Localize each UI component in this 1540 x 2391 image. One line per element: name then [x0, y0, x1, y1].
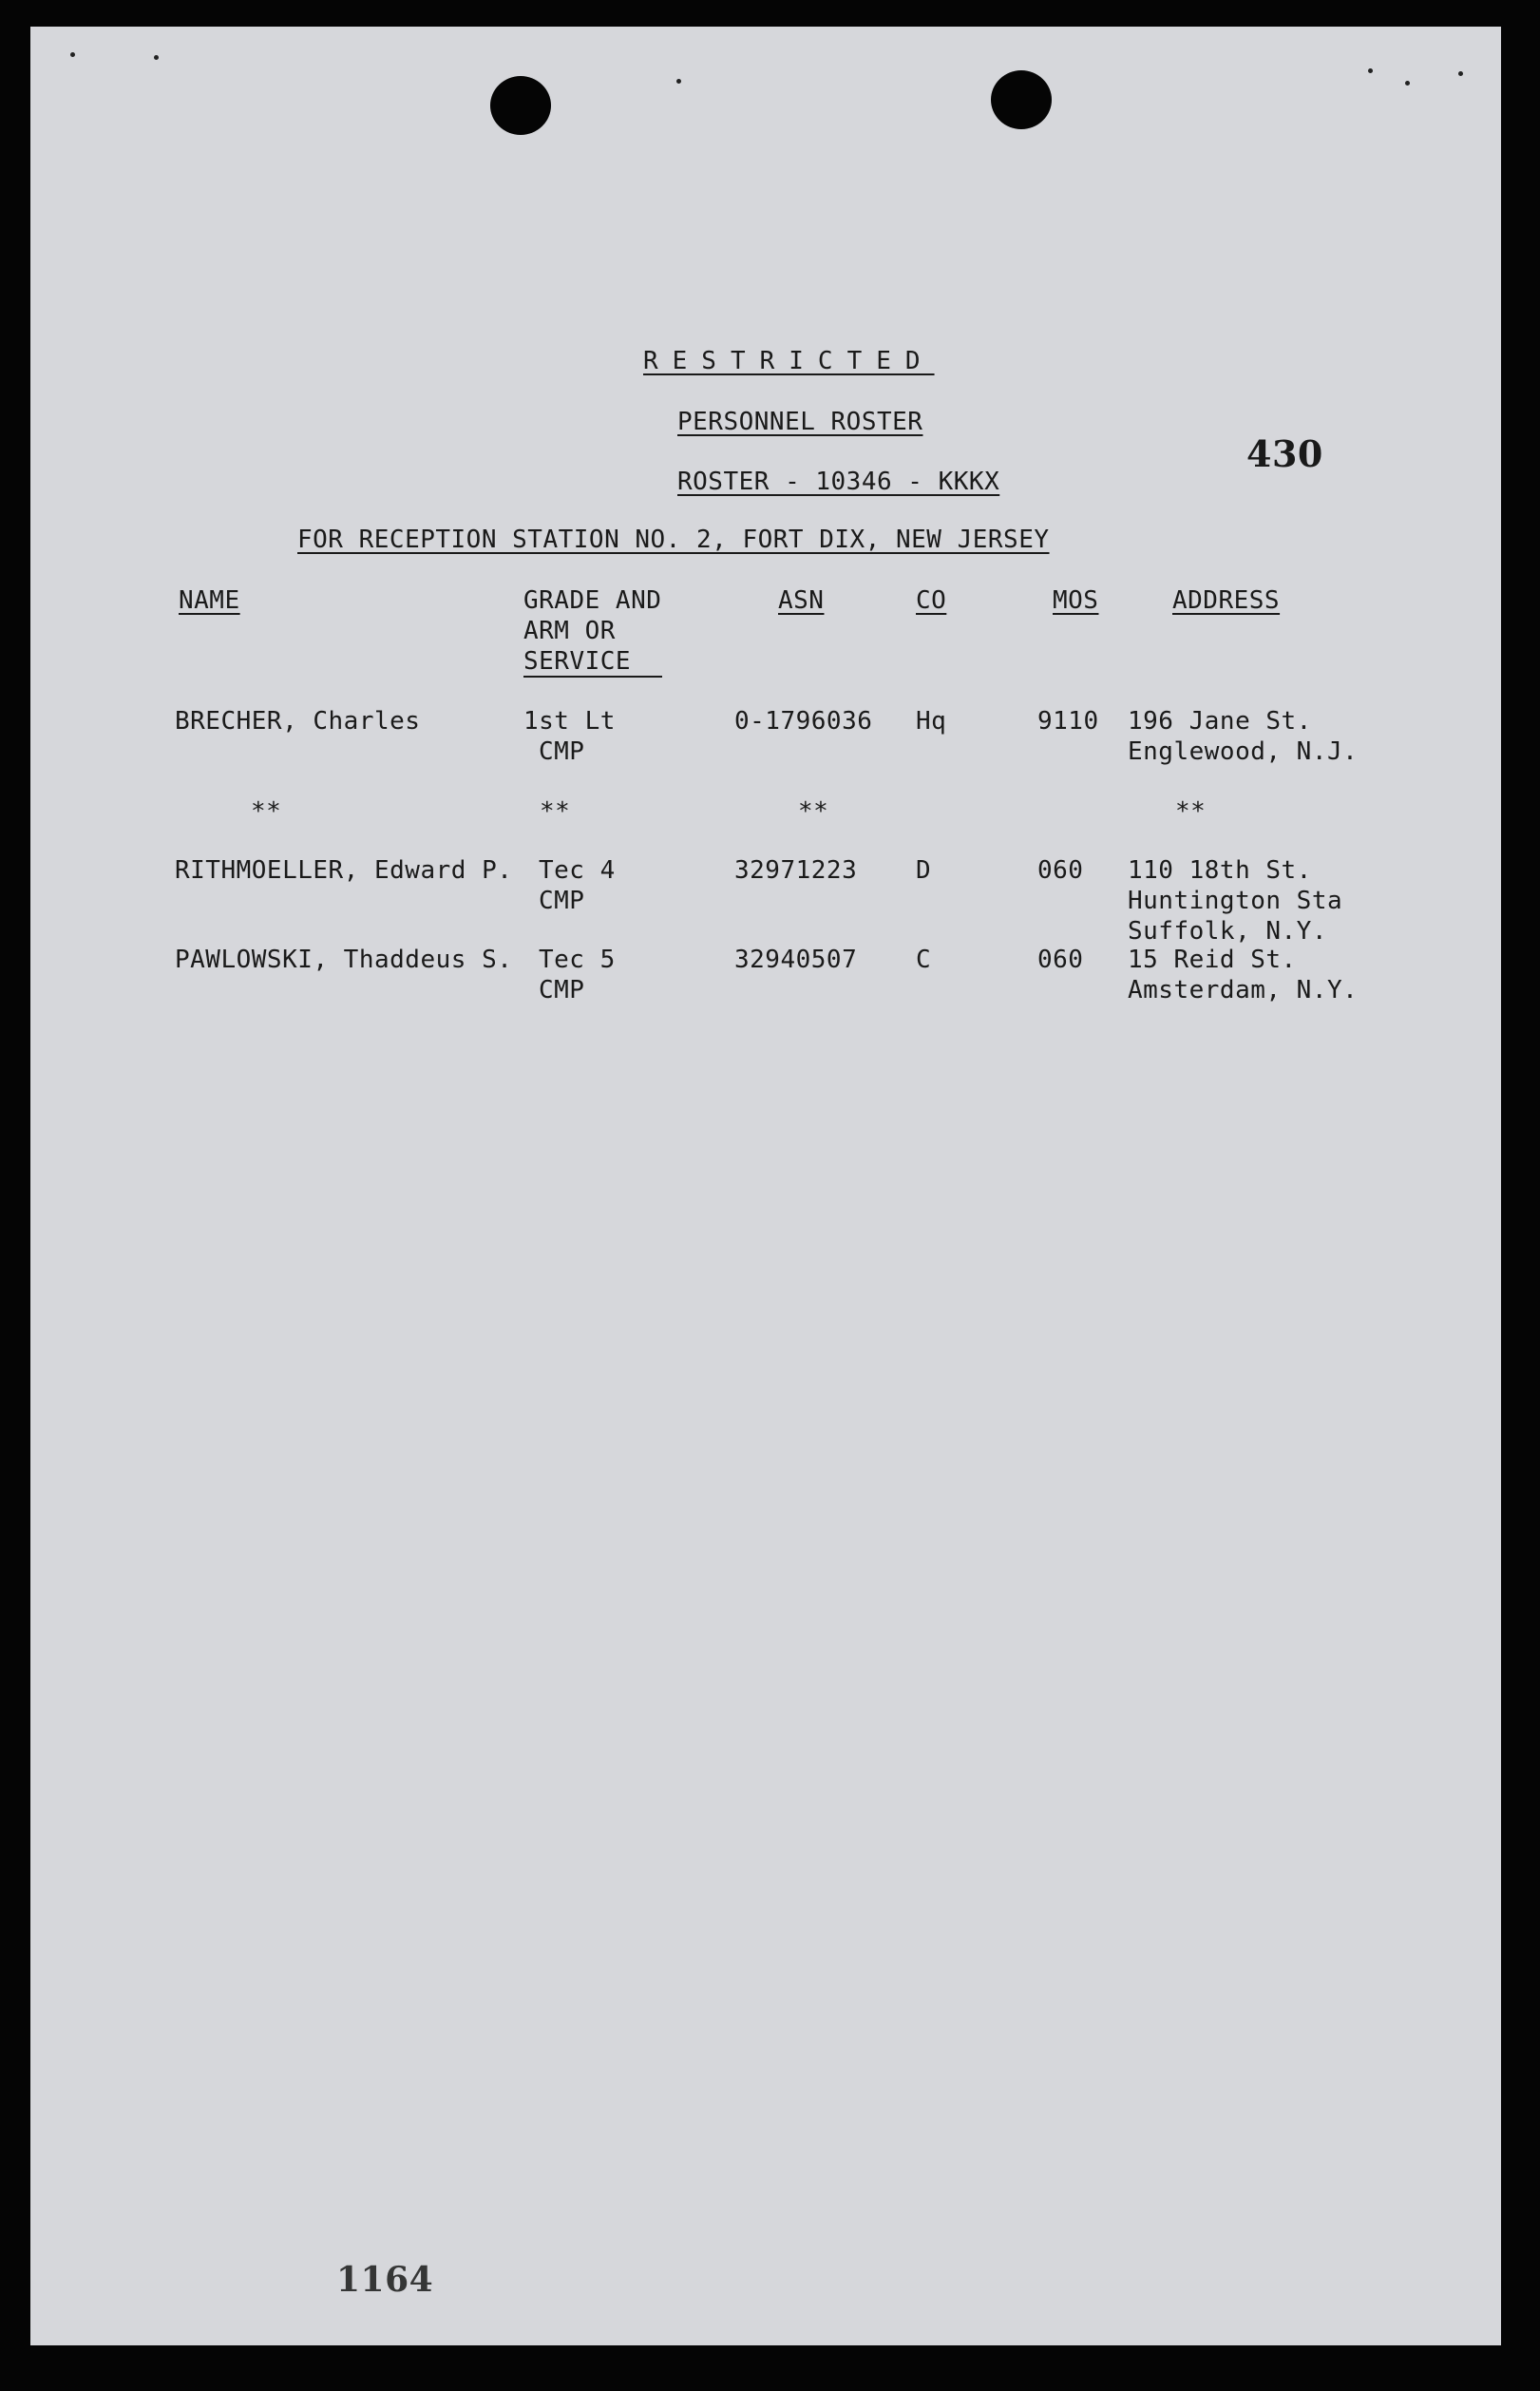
- row-1-arm: CMP: [539, 737, 585, 766]
- speck: [1405, 81, 1410, 86]
- row-3-mos: 060: [1037, 946, 1084, 974]
- row-3-co: C: [916, 946, 932, 974]
- row-3-name: PAWLOWSKI, Thaddeus S.: [175, 946, 513, 974]
- row-3-address-1: 15 Reid St.: [1128, 946, 1297, 974]
- footer-stamp-number: 1164: [336, 2260, 434, 2300]
- column-header-co: CO: [916, 586, 947, 615]
- row-2-address-2: Huntington Sta: [1128, 887, 1343, 915]
- row-2-name: RITHMOELLER, Edward P.: [175, 856, 513, 885]
- punch-hole-left: [490, 76, 551, 135]
- column-header-address: ADDRESS: [1172, 586, 1281, 615]
- separator-mark: **: [1175, 797, 1207, 826]
- row-2-co: D: [916, 856, 932, 885]
- speck: [154, 55, 159, 60]
- row-2-mos: 060: [1037, 856, 1084, 885]
- column-header-grade-3: SERVICE: [523, 647, 632, 676]
- row-1-name: BRECHER, Charles: [175, 707, 421, 736]
- row-1-asn: 0-1796036: [734, 707, 873, 736]
- row-2-grade: Tec 4: [539, 856, 616, 885]
- roster-title: PERSONNEL ROSTER: [677, 408, 923, 436]
- separator-mark: **: [540, 797, 571, 826]
- row-2-address-1: 110 18th St.: [1128, 856, 1312, 885]
- row-3-grade: Tec 5: [539, 946, 616, 974]
- separator-mark: **: [798, 797, 829, 826]
- column-header-mos: MOS: [1053, 586, 1099, 615]
- row-1-co: Hq: [916, 707, 947, 736]
- row-2-asn: 32971223: [734, 856, 858, 885]
- speck: [1368, 68, 1373, 73]
- speck: [676, 79, 681, 84]
- column-header-grade-2: ARM OR: [523, 617, 616, 645]
- row-2-address-3: Suffolk, N.Y.: [1128, 917, 1327, 946]
- row-3-address-2: Amsterdam, N.Y.: [1128, 976, 1359, 1004]
- classification: RESTRICTED: [643, 347, 935, 375]
- column-header-name: NAME: [179, 586, 240, 615]
- row-3-arm: CMP: [539, 976, 585, 1004]
- row-1-address-1: 196 Jane St.: [1128, 707, 1312, 736]
- roster-id: ROSTER - 10346 - KKKX: [677, 468, 1000, 496]
- row-1-mos: 9110: [1037, 707, 1099, 736]
- row-1-grade: 1st Lt: [523, 707, 616, 736]
- document-page: [30, 27, 1501, 2345]
- speck: [70, 52, 75, 57]
- separator-mark: **: [251, 797, 282, 826]
- station-heading: FOR RECEPTION STATION NO. 2, FORT DIX, NEW JERSEY: [297, 526, 1050, 554]
- row-2-arm: CMP: [539, 887, 585, 915]
- page-number: 430: [1246, 432, 1323, 475]
- column-header-grade-underline: [523, 676, 662, 678]
- row-3-asn: 32940507: [734, 946, 858, 974]
- column-header-grade-1: GRADE AND: [523, 586, 662, 615]
- speck: [1458, 71, 1463, 76]
- row-1-address-2: Englewood, N.J.: [1128, 737, 1359, 766]
- column-header-asn: ASN: [778, 586, 825, 615]
- punch-hole-right: [991, 70, 1052, 129]
